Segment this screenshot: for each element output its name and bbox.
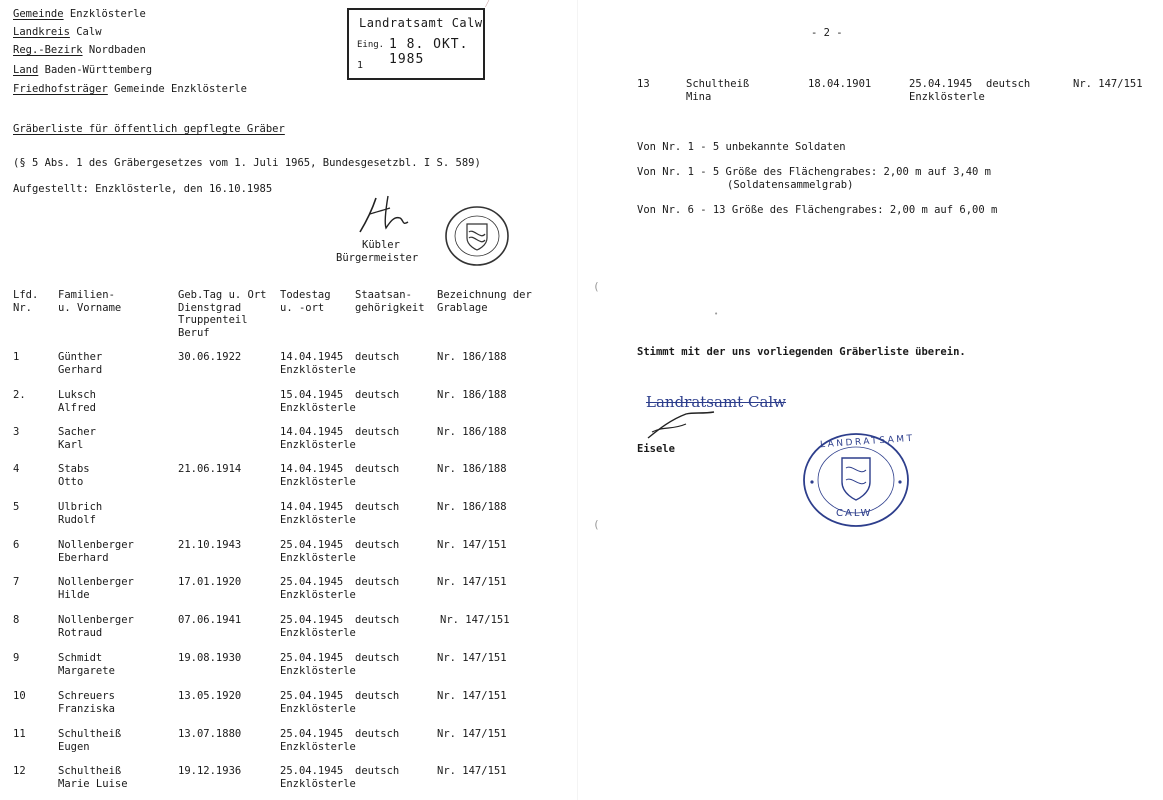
- row-grave: Nr. 147/151: [1073, 78, 1143, 90]
- header-line: [13, 26, 102, 39]
- row-surname: Luksch: [58, 389, 96, 401]
- punch-mark: (: [593, 518, 600, 531]
- row-birth: 13.05.1920: [178, 690, 242, 702]
- row-death-date: 25.04.1945: [280, 614, 344, 626]
- column-header: Familien-: [58, 289, 115, 301]
- row-death-place: Enzklösterle: [280, 552, 356, 564]
- column-header: Bezeichnung der: [437, 289, 532, 301]
- row-surname: Nollenberger: [58, 576, 134, 588]
- row-surname: Sacher: [58, 426, 96, 438]
- row-nationality: deutsch: [355, 539, 400, 551]
- row-firstname: Alfred: [58, 402, 96, 414]
- row-grave: Nr. 147/151: [437, 690, 507, 702]
- row-death-place: Enzklösterle: [280, 514, 356, 526]
- row-nationality: deutsch: [355, 351, 400, 363]
- seal-top-text: LANDRATSAMT: [819, 433, 915, 451]
- row-death-place: Enzklösterle: [280, 364, 356, 376]
- note-sammelgrab: (Soldatensammelgrab): [727, 179, 854, 191]
- row-grave: Nr. 147/151: [437, 652, 507, 664]
- header-line: [13, 8, 146, 21]
- row-nr: 5: [13, 501, 20, 513]
- row-grave: Nr. 147/151: [437, 576, 507, 588]
- row-nr: 6: [13, 539, 20, 551]
- row-surname: Ulbrich: [58, 501, 103, 513]
- eingangs-stamp: [347, 8, 485, 80]
- row-firstname: Otto: [58, 476, 84, 488]
- row-firstname: Hilde: [58, 589, 90, 601]
- row-firstname: Marie Luise: [58, 778, 128, 790]
- row-firstname: Karl: [58, 439, 84, 451]
- row-surname: Schultheiß: [58, 728, 122, 740]
- row-firstname: Franziska: [58, 703, 115, 715]
- stamp-eing-label: Eing.: [357, 40, 385, 50]
- row-nationality: deutsch: [355, 576, 400, 588]
- row-death-date: 14.04.1945: [280, 501, 344, 513]
- signature-kuebler: [356, 192, 416, 236]
- row-death-place: Enzklösterle: [280, 741, 356, 753]
- signer-name: Kübler: [362, 239, 400, 251]
- office-stamp-text: Landratsamt Calw: [646, 393, 787, 411]
- signature-eisele: [642, 408, 722, 442]
- row-death-place: Enzklösterle: [280, 476, 356, 488]
- law-reference: (§ 5 Abs. 1 des Gräbergesetzes vom 1. Juli 1965, Bundesgesetzbl. I S. 589): [13, 157, 481, 169]
- row-grave: Nr. 147/151: [437, 728, 507, 740]
- column-header: Nr.: [13, 301, 32, 314]
- column-header: Geb.Tag u. Ort: [178, 289, 267, 301]
- row-nr: 2.: [13, 389, 26, 401]
- list-title: Gräberliste für öffentlich gepflegte Gräber: [13, 123, 285, 135]
- row-birth: 30.06.1922: [178, 351, 242, 363]
- column-header: Dienstgrad: [178, 301, 242, 314]
- row-nationality: deutsch: [355, 690, 400, 702]
- page-number: - 2 -: [811, 27, 843, 39]
- row-death-place: Enzklösterle: [280, 589, 356, 601]
- row-birth: 18.04.1901: [808, 78, 872, 90]
- header-value: Baden-Württemberg: [44, 64, 153, 76]
- row-nationality: deutsch: [355, 728, 400, 740]
- row-grave: Nr. 147/151: [440, 614, 510, 626]
- row-surname: Stabs: [58, 463, 90, 475]
- row-death-date: 15.04.1945: [280, 389, 344, 401]
- header-label: Gemeinde: [13, 8, 64, 20]
- header-label: Landkreis: [13, 26, 70, 38]
- row-surname: Nollenberger: [58, 614, 134, 626]
- row-nationality: deutsch: [355, 652, 400, 664]
- row-nr: 7: [13, 576, 20, 588]
- row-birth: 07.06.1941: [178, 614, 242, 626]
- row-nationality: deutsch: [355, 614, 400, 626]
- stamp-number: 1: [357, 60, 364, 71]
- row-nr: 10: [13, 690, 26, 702]
- row-nr: 8: [13, 614, 20, 626]
- note-unknown-soldiers: Von Nr. 1 - 5 unbekannte Soldaten: [637, 141, 846, 153]
- row-firstname: Eberhard: [58, 552, 109, 564]
- header-line: [13, 83, 247, 96]
- row-birth: 17.01.1920: [178, 576, 242, 588]
- row-death-date: 14.04.1945: [280, 351, 344, 363]
- row-death-date: 14.04.1945: [280, 426, 344, 438]
- header-label: Friedhofsträger: [13, 83, 108, 95]
- column-header: Truppenteil: [178, 314, 248, 326]
- row-nationality: deutsch: [355, 426, 400, 438]
- row-death-place: Enzklösterle: [280, 778, 356, 790]
- row-death-place: Enzklösterle: [280, 439, 356, 451]
- confirmation-text: Stimmt mit der uns vorliegenden Gräberliste überein.: [637, 346, 966, 358]
- row-death-date: 25.04.1945: [280, 728, 344, 740]
- row-grave: Nr. 147/151: [437, 765, 507, 777]
- column-header: Beruf: [178, 326, 210, 339]
- header-label: Land: [13, 64, 39, 76]
- row-death-place: Enzklösterle: [280, 402, 356, 414]
- row-death-date: 25.04.1945: [280, 652, 344, 664]
- gemeinde-seal-icon: [443, 204, 511, 268]
- row-death-date: 25.04.1945: [280, 576, 344, 588]
- row-birth: 19.08.1930: [178, 652, 242, 664]
- row-death-date: 25.04.1945: [280, 690, 344, 702]
- row-surname: Schmidt: [58, 652, 103, 664]
- corner-mark: ⁄: [484, 0, 491, 10]
- header-value: Calw: [76, 26, 102, 38]
- row-firstname: Rudolf: [58, 514, 96, 526]
- row-nr: 11: [13, 728, 26, 740]
- page-divider: [577, 0, 578, 800]
- header-line: [13, 44, 146, 57]
- row-nr: 13: [637, 78, 650, 90]
- row-grave: Nr. 186/188: [437, 426, 507, 438]
- row-death-place: Enzklösterle: [909, 91, 985, 103]
- row-nr: 1: [13, 351, 20, 363]
- row-surname: Schultheiß: [58, 765, 122, 777]
- row-death-place: Enzklösterle: [280, 703, 356, 715]
- row-nr: 4: [13, 463, 20, 475]
- row-firstname: Margarete: [58, 665, 115, 677]
- row-surname: Nollenberger: [58, 539, 134, 551]
- row-death-place: Enzklösterle: [280, 665, 356, 677]
- column-header: Staatsan-: [355, 289, 412, 301]
- row-birth: 21.06.1914: [178, 463, 242, 475]
- row-firstname: Rotraud: [58, 627, 103, 639]
- row-grave: Nr. 186/188: [437, 389, 507, 401]
- row-nationality: deutsch: [355, 389, 400, 401]
- row-surname: Günther: [58, 351, 103, 363]
- header-value: Nordbaden: [88, 44, 146, 56]
- dot-mark: •: [714, 310, 719, 318]
- row-grave: Nr. 186/188: [437, 463, 507, 475]
- row-death-date: 25.04.1945: [909, 78, 973, 90]
- row-grave: Nr. 147/151: [437, 539, 507, 551]
- row-nationality: deutsch: [986, 78, 1031, 90]
- row-birth: 21.10.1943: [178, 539, 242, 551]
- signer-title: Bürgermeister: [336, 252, 419, 264]
- row-grave: Nr. 186/188: [437, 501, 507, 513]
- row-nationality: deutsch: [355, 501, 400, 513]
- header-label: Reg.-Bezirk: [13, 44, 83, 56]
- column-header: u. -ort: [280, 301, 325, 314]
- row-nr: 9: [13, 652, 20, 664]
- row-surname: Schreuers: [58, 690, 115, 702]
- row-death-date: 14.04.1945: [280, 463, 344, 475]
- punch-mark: (: [593, 280, 600, 293]
- row-firstname: Gerhard: [58, 364, 103, 376]
- row-firstname: Mina: [686, 91, 712, 103]
- row-nationality: deutsch: [355, 463, 400, 475]
- aufgestellt-line: Aufgestellt: Enzklösterle, den 16.10.1985: [13, 183, 273, 195]
- header-value: Gemeinde Enzklösterle: [114, 83, 247, 95]
- note-size-6-13: Von Nr. 6 - 13 Größe des Flächengrabes: 2,00 m auf 6,00 m: [637, 204, 998, 216]
- note-size-1-5: Von Nr. 1 - 5 Größe des Flächengrabes: 2,00 m auf 3,40 m: [637, 166, 992, 178]
- row-death-date: 25.04.1945: [280, 539, 344, 551]
- column-header: Lfd.: [13, 289, 39, 301]
- row-birth: 13.07.1880: [178, 728, 242, 740]
- column-header: Grablage: [437, 301, 488, 314]
- column-header: u. Vorname: [58, 301, 122, 314]
- column-header: gehörigkeit: [355, 301, 425, 314]
- row-nr: 3: [13, 426, 20, 438]
- row-death-date: 25.04.1945: [280, 765, 344, 777]
- header-line: [13, 64, 152, 77]
- stamp-date: 1 8. OKT. 1985: [389, 37, 469, 67]
- header-value: Enzklösterle: [69, 8, 146, 20]
- row-firstname: Eugen: [58, 741, 90, 753]
- row-grave: Nr. 186/188: [437, 351, 507, 363]
- column-header: Todestag: [280, 289, 331, 301]
- row-death-place: Enzklösterle: [280, 627, 356, 639]
- row-surname: Schultheiß: [686, 78, 750, 90]
- row-birth: 19.12.1936: [178, 765, 242, 777]
- row-nationality: deutsch: [355, 765, 400, 777]
- stamp-office: Landratsamt Calw: [359, 16, 483, 30]
- seal-bottom-text: CALW: [836, 508, 873, 519]
- signer-eisele: Eisele: [637, 443, 675, 455]
- row-nr: 12: [13, 765, 26, 777]
